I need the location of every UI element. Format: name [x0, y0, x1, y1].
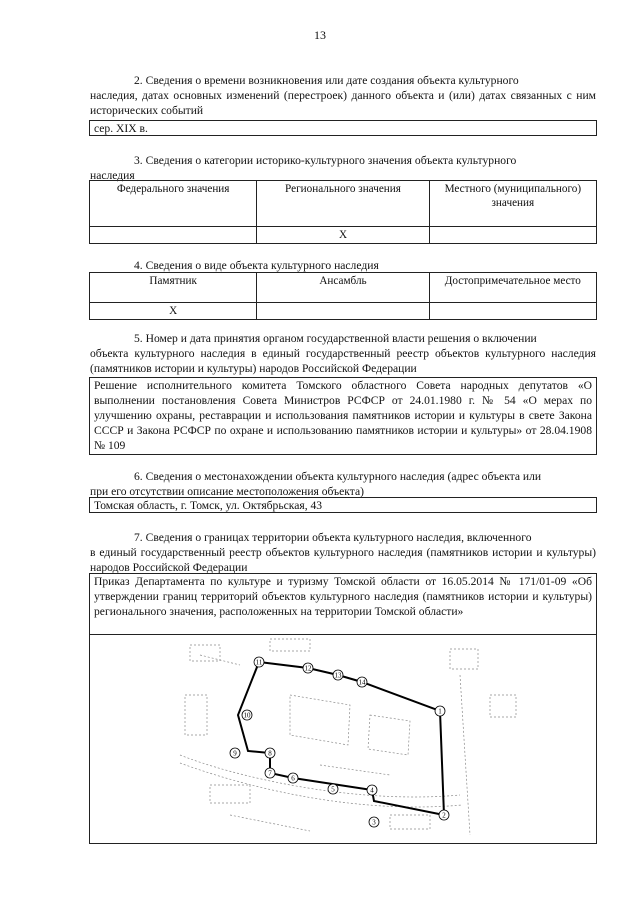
boundary-point-1: [435, 706, 445, 716]
boundary-point-5: [328, 784, 338, 794]
boundary-point-3: [369, 817, 379, 827]
section-7-heading: [90, 530, 596, 575]
boundary-point-label: 10: [243, 711, 251, 720]
type-header-landmark: Достопримечательное место: [429, 273, 596, 303]
section-2-heading-rest: наследия, датах основных изменений (перестроек) данного объекта и (или) датах связанных с ним исторических событий: [90, 89, 596, 117]
section-3-heading-line1: 3. Сведения о категории историко-культурного значения объекта культурного: [134, 154, 517, 167]
type-header-monument: Памятник: [90, 273, 257, 303]
boundary-markers: [230, 657, 449, 827]
boundary-point-12: [303, 663, 313, 673]
boundary-point-13: [333, 670, 343, 680]
section-3-heading-rest: наследия: [90, 169, 135, 182]
type-mark-landmark: [429, 303, 596, 320]
section-6-heading-rest: при его отсутствии описание местоположения объекта): [90, 485, 365, 498]
boundary-point-14: [357, 677, 367, 687]
section-7-value: Приказ Департамента по культуре и туризму Томской области от 16.05.2014 № 171/01-09 «Об утверждении границ территорий объектов культурного наследия (памятников истории и культуры) регионального значения, расположенных на территории Томской области»: [89, 573, 597, 635]
type-header-ensemble: Ансамбль: [257, 273, 429, 303]
boundary-point-label: 11: [255, 658, 263, 667]
boundary-point-10: [242, 710, 252, 720]
page-number: 13: [314, 28, 326, 42]
section-7-heading-line1: 7. Сведения о границах территории объекта культурного наследия, включенного: [134, 531, 532, 544]
boundary-point-11: [254, 657, 264, 667]
category-header-federal: Федерального значения: [90, 181, 257, 227]
map-background: [180, 639, 516, 835]
section-2-heading-line1: 2. Сведения о времени возникновения или дате создания объекта культурного: [134, 74, 519, 87]
boundary-point-2: [439, 810, 449, 820]
boundary-point-label: 8: [268, 749, 272, 758]
type-table: [89, 272, 597, 320]
category-table: [89, 180, 597, 244]
boundary-point-9: [230, 748, 240, 758]
boundary-point-label: 6: [291, 774, 295, 783]
category-mark-regional: X: [257, 227, 429, 244]
type-mark-ensemble: [257, 303, 429, 320]
boundary-point-label: 7: [268, 769, 272, 778]
boundary-point-label: 5: [331, 785, 335, 794]
boundary-point-4: [367, 785, 377, 795]
boundary-point-label: 1: [438, 707, 442, 716]
category-header-regional: Регионального значения: [257, 181, 429, 227]
boundary-point-7: [265, 768, 275, 778]
category-header-local: Местного (муниципального) значения: [429, 181, 596, 227]
boundary-point-label: 3: [372, 818, 376, 827]
category-mark-federal: [90, 227, 257, 244]
boundary-map: [89, 634, 597, 844]
section-5-value: Решение исполнительного комитета Томского областного Совета народных депутатов «О выполнении постановления Совета Министров РСФСР от 24.01.1980 г. № 54 «О мерах по улучшению охраны, реставрации и использования памятников истории и культуры в свете Закона СССР и Закона РСФСР по охране и использованию памятников истории и культуры» от 28.04.1908 № 109: [89, 377, 597, 455]
section-6-value: Томская область, г. Томск, ул. Октябрьская, 43: [89, 497, 597, 513]
boundary-point-label: 4: [370, 786, 374, 795]
section-5-heading-line1: 5. Номер и дата принятия органом государственной власти решения о включении: [134, 332, 537, 345]
boundary-point-label: 9: [233, 749, 237, 758]
section-7-heading-rest: в единый государственный реестр объектов культурного наследия (памятников истории и культуры) народов Российской Федерации: [90, 546, 596, 574]
boundary-point-label: 14: [358, 678, 366, 687]
type-mark-monument: X: [90, 303, 257, 320]
section-5-heading: [90, 331, 596, 376]
boundary-point-label: 2: [442, 811, 446, 820]
boundary-point-8: [265, 748, 275, 758]
section-6-heading-line1: 6. Сведения о местонахождении объекта культурного наследия (адрес объекта или: [134, 470, 542, 483]
section-2-value: сер. XIX в.: [89, 120, 597, 136]
section-3-heading: [90, 153, 596, 183]
section-6-heading: [90, 469, 596, 499]
section-5-heading-rest: объекта культурного наследия в единый государственный реестр объектов культурного наследия (памятников истории и культуры) народов Российской Федерации: [90, 347, 596, 375]
section-4-heading: 4. Сведения о виде объекта культурного наследия: [134, 259, 379, 272]
section-2-heading: [90, 73, 596, 118]
boundary-polygon: [238, 662, 444, 815]
boundary-point-label: 13: [334, 671, 342, 680]
category-mark-local: [429, 227, 596, 244]
boundary-point-label: 12: [304, 664, 312, 673]
boundary-map-svg: [90, 635, 596, 843]
boundary-point-6: [288, 773, 298, 783]
